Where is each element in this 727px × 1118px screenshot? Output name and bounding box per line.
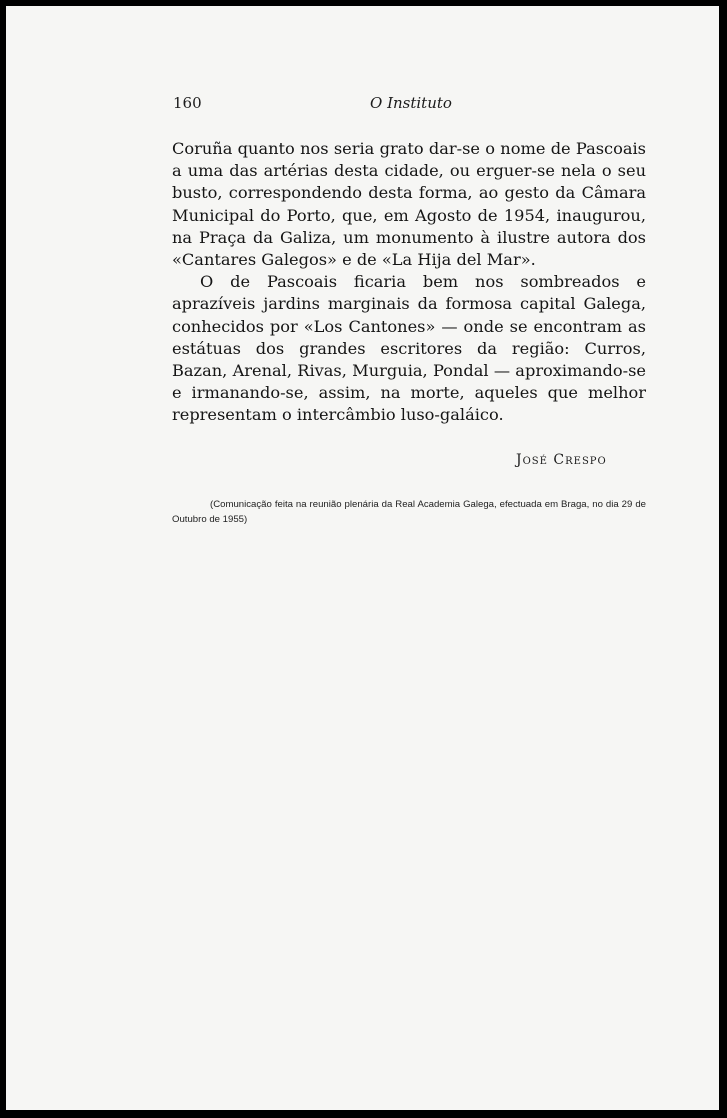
page-number: 160 [173, 94, 202, 112]
paragraph-1: Coruña quanto nos seria grato dar-se o nome de Pascoais a uma das artérias desta cidade, ou erguer-se nela o seu busto, correspondendo desta forma, ao gesto da Câmara Municipal do Porto, que, em Agosto de 1954, inaugurou, na Praça da Galiza, um monumento à ilustre autora dos «Cantares Galegos» e de «La Hija del Mar». [172, 139, 646, 270]
footnote: (Comunicação feita na reunião plenária da Real Academia Galega, efectuada em Braga, no dia 29 de Outubro de 1955) [172, 499, 646, 525]
body-text [172, 138, 646, 427]
book-page [6, 6, 719, 1110]
running-title: O Instituto [370, 94, 452, 112]
author-signature: José Crespo [516, 452, 607, 468]
paragraph-2: O de Pascoais ficaria bem nos sombreados e aprazíveis jardins marginais da formosa capital Galega, conhecidos por «Los Cantones» — onde se encontram as estátuas dos grandes escritores da região: Curros, Bazan, Arenal, Rivas, Murguia, Pondal — aproximando-se e irmanando-se, assim, na morte, aqueles que melhor representam o intercâmbio luso-galáico. [172, 272, 646, 425]
